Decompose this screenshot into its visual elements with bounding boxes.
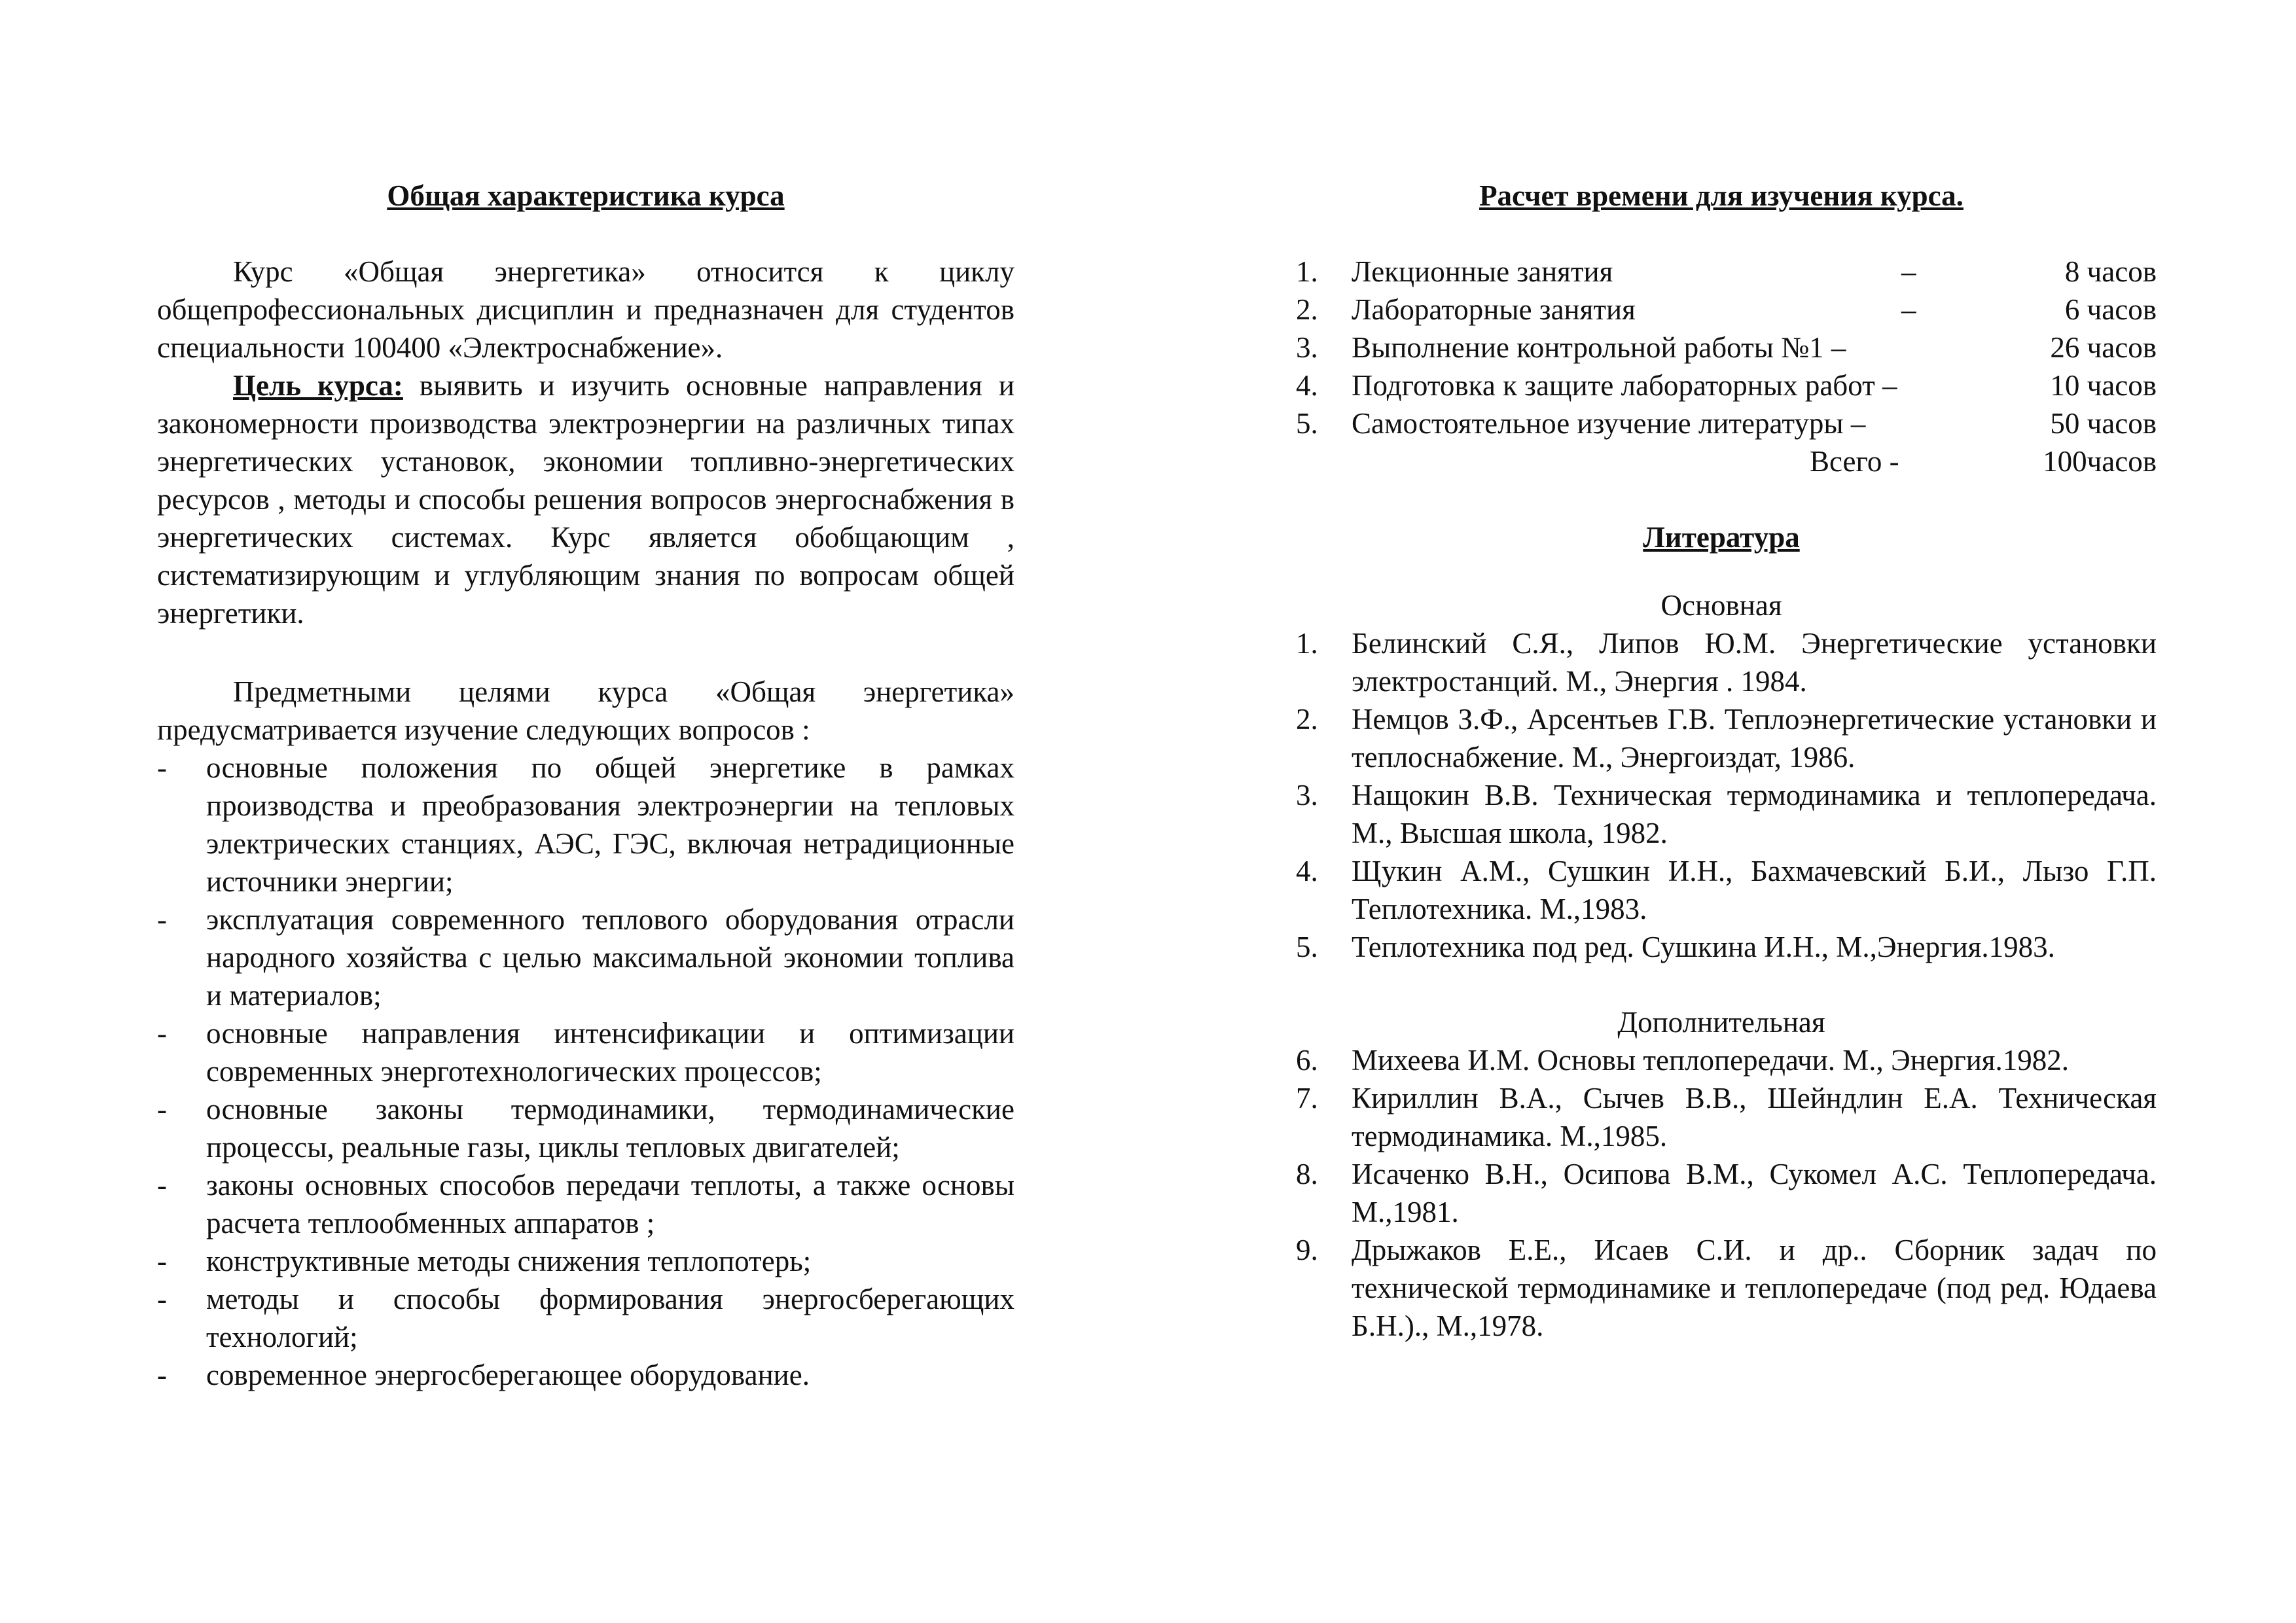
goal-label: Цель курса: bbox=[233, 369, 403, 402]
time-row: 5. Самостоятельное изучение литературы – 50 часов bbox=[1296, 407, 2157, 440]
list-item: - современное энергосберегающее оборудование. bbox=[157, 1356, 1014, 1394]
time-row: 1. Лекционные занятия – 8 часов bbox=[1296, 255, 2157, 288]
list-item: - основные положения по общей энергетике в рамках производства и преобразования электроэнергии на тепловых электрических станциях, АЭС, ГЭС, включая нетрадиционные источники энергии; bbox=[157, 749, 1014, 901]
bullet-dash: - bbox=[157, 1093, 167, 1126]
bullet-dash: - bbox=[157, 1245, 167, 1277]
list-item: 7. Кириллин В.А., Сычев В.В., Шейндлин Е.А. Техническая термодинамика. М.,1985. bbox=[1296, 1082, 2157, 1152]
list-item: - основные законы термодинамики, термодинамические процессы, реальные газы, циклы тепловых двигателей; bbox=[157, 1090, 1014, 1166]
additional-literature-label: Дополнительная bbox=[1617, 1006, 1825, 1039]
list-item: - основные направления интенсификации и оптимизации современных энерготехнологических процессов; bbox=[157, 1014, 1014, 1090]
objectives-list bbox=[157, 749, 1014, 1394]
list-item: 6. Михеева И.М. Основы теплопередачи. М., Энергия.1982. bbox=[1296, 1044, 2069, 1077]
intro-paragraph: Курс «Общая энергетика» относится к циклу общепрофессиональных дисциплин и предназначен для студентов специальности 100400 «Электроснабжение». bbox=[157, 255, 1014, 364]
list-item: - эксплуатация современного теплового оборудования отрасли народного хозяйства с целью максимальной экономии топлива и материалов; bbox=[157, 901, 1014, 1014]
time-row: 4. Подготовка к защите лабораторных работ – 10 часов bbox=[1296, 369, 2157, 402]
bullet-dash: - bbox=[157, 903, 167, 936]
goal-text: выявить и изучить основные направления и закономерности производства электроэнергии на различных типах энергетических установок, экономии топливно-энергетических ресурсов , методы и способы решения вопросов энергоснабжения в энергетических системах. Курс является обобщающим , систематизирующим и углубляющим знания по вопросам общей энергетики. bbox=[157, 369, 1014, 630]
list-item: 1. Белинский С.Я., Липов Ю.М. Энергетические установки электростанций. М., Энергия . 1984. bbox=[1296, 627, 2157, 698]
list-item: 9. Дрыжаков Е.Е., Исаев С.И. и др.. Сборник задач по технической термодинамике и теплопередаче (под ред. Юдаева Б.Н.)., М.,1978. bbox=[1296, 1234, 2157, 1342]
list-item: 8. Исаченко В.Н., Осипова В.М., Сукомел А.С. Теплопередача. М.,1981. bbox=[1296, 1158, 2157, 1228]
main-literature-label: Основная bbox=[1660, 589, 1782, 622]
goal-paragraph bbox=[157, 366, 1014, 632]
bullet-dash: - bbox=[157, 1017, 167, 1050]
bullet-dash: - bbox=[157, 1359, 167, 1391]
total-row bbox=[1286, 442, 2157, 480]
objectives-intro: Предметными целями курса «Общая энергетика» предусматривается изучение следующих вопросов : bbox=[157, 675, 1014, 746]
total-hours: 100часов bbox=[2043, 445, 2157, 478]
time-row: 2. Лабораторные занятия – 6 часов bbox=[1296, 293, 2157, 326]
main-references bbox=[1286, 624, 2157, 966]
time-row: 3. Выполнение контрольной работы №1 – 26 часов bbox=[1296, 331, 2157, 364]
total-label: Всего - bbox=[1810, 445, 1899, 478]
literature-title: Литература bbox=[1643, 521, 1800, 554]
bullet-dash: - bbox=[157, 1169, 167, 1202]
list-item: 5. Теплотехника под ред. Сушкина И.Н., М.,Энергия.1983. bbox=[1296, 931, 2055, 963]
list-item: 2. Немцов З.Ф., Арсентьев Г.В. Теплоэнергетические установки и теплоснабжение. М., Энергоиздат, 1986. bbox=[1296, 703, 2157, 774]
time-calculation-title: Расчет времени для изучения курса. bbox=[1479, 179, 1964, 212]
list-item: 3. Нащокин В.В. Техническая термодинамика и теплопередача. М., Высшая школа, 1982. bbox=[1296, 779, 2157, 849]
course-overview-title: Общая характеристика курса bbox=[387, 179, 785, 212]
additional-references bbox=[1286, 1041, 2157, 1345]
list-item: - конструктивные методы снижения теплопотерь; bbox=[157, 1242, 1014, 1280]
list-item: - методы и способы формирования энергосберегающих технологий; bbox=[157, 1280, 1014, 1356]
bullet-dash: - bbox=[157, 751, 167, 784]
time-table bbox=[1286, 253, 2157, 480]
bullet-dash: - bbox=[157, 1283, 167, 1315]
list-item: - законы основных способов передачи теплоты, а также основы расчета теплообменных аппаратов ; bbox=[157, 1166, 1014, 1242]
list-item: 4. Щукин А.М., Сушкин И.Н., Бахмачевский Б.И., Лызо Г.П. Теплотехника. М.,1983. bbox=[1296, 855, 2157, 925]
